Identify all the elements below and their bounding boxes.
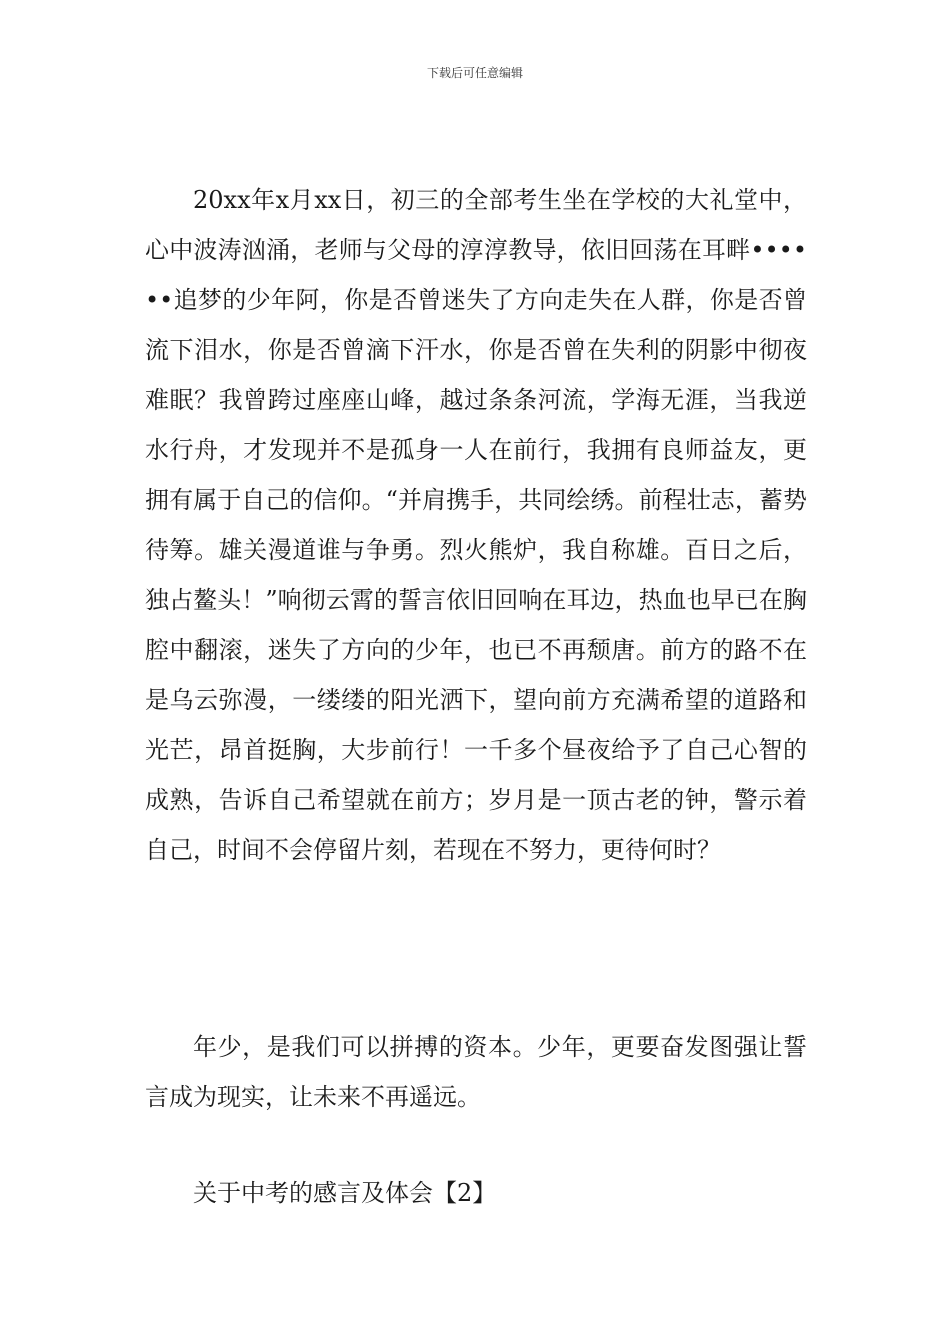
body-paragraph-1: 20xx年x月xx日，初三的全部考生坐在学校的大礼堂中，心中波涛汹涌，老师与父母的淳淳教导，依旧回荡在耳畔••••••追梦的少年阿，你是否曾迷失了方向走失在人群，你是否曾流下泪水，你是否曾滴下汗水，你是否曾在失利的阴影中彻夜难眠？我曾跨过座座山峰，越过条条河流，学海无涯，当我逆水行舟，才发现并不是孤身一人在前行，我拥有良师益友，更拥有属于自己的信仰。“并肩携手，共同绘绣。前程壮志，蓄势待筹。雄关漫道谁与争勇。烈火熊炉，我自称雄。百日之后，独占鳌头！”响彻云霄的誓言依旧回响在耳边，热血也早已在胸腔中翻滚，迷失了方向的少年，也已不再颓唐。前方的路不在是乌云弥漫，一缕缕的阳光洒下，望向前方充满希望的道路和光芒，昂首挺胸，大步前行！一千多个昼夜给予了自己心智的成熟，告诉自己希望就在前方；岁月是一顶古老的钟，警示着自己，时间不会停留片刻，若现在不努力，更待何时？ [145, 186, 807, 864]
page-header: 下载后可任意编辑 [426, 66, 523, 80]
section-heading: 关于中考的感言及体会【2】 [193, 1179, 497, 1207]
body-paragraph-2: 年少，是我们可以拼搏的资本。少年，更要奋发图强让誓言成为现实，让未来不再遥远。 [145, 1033, 807, 1111]
